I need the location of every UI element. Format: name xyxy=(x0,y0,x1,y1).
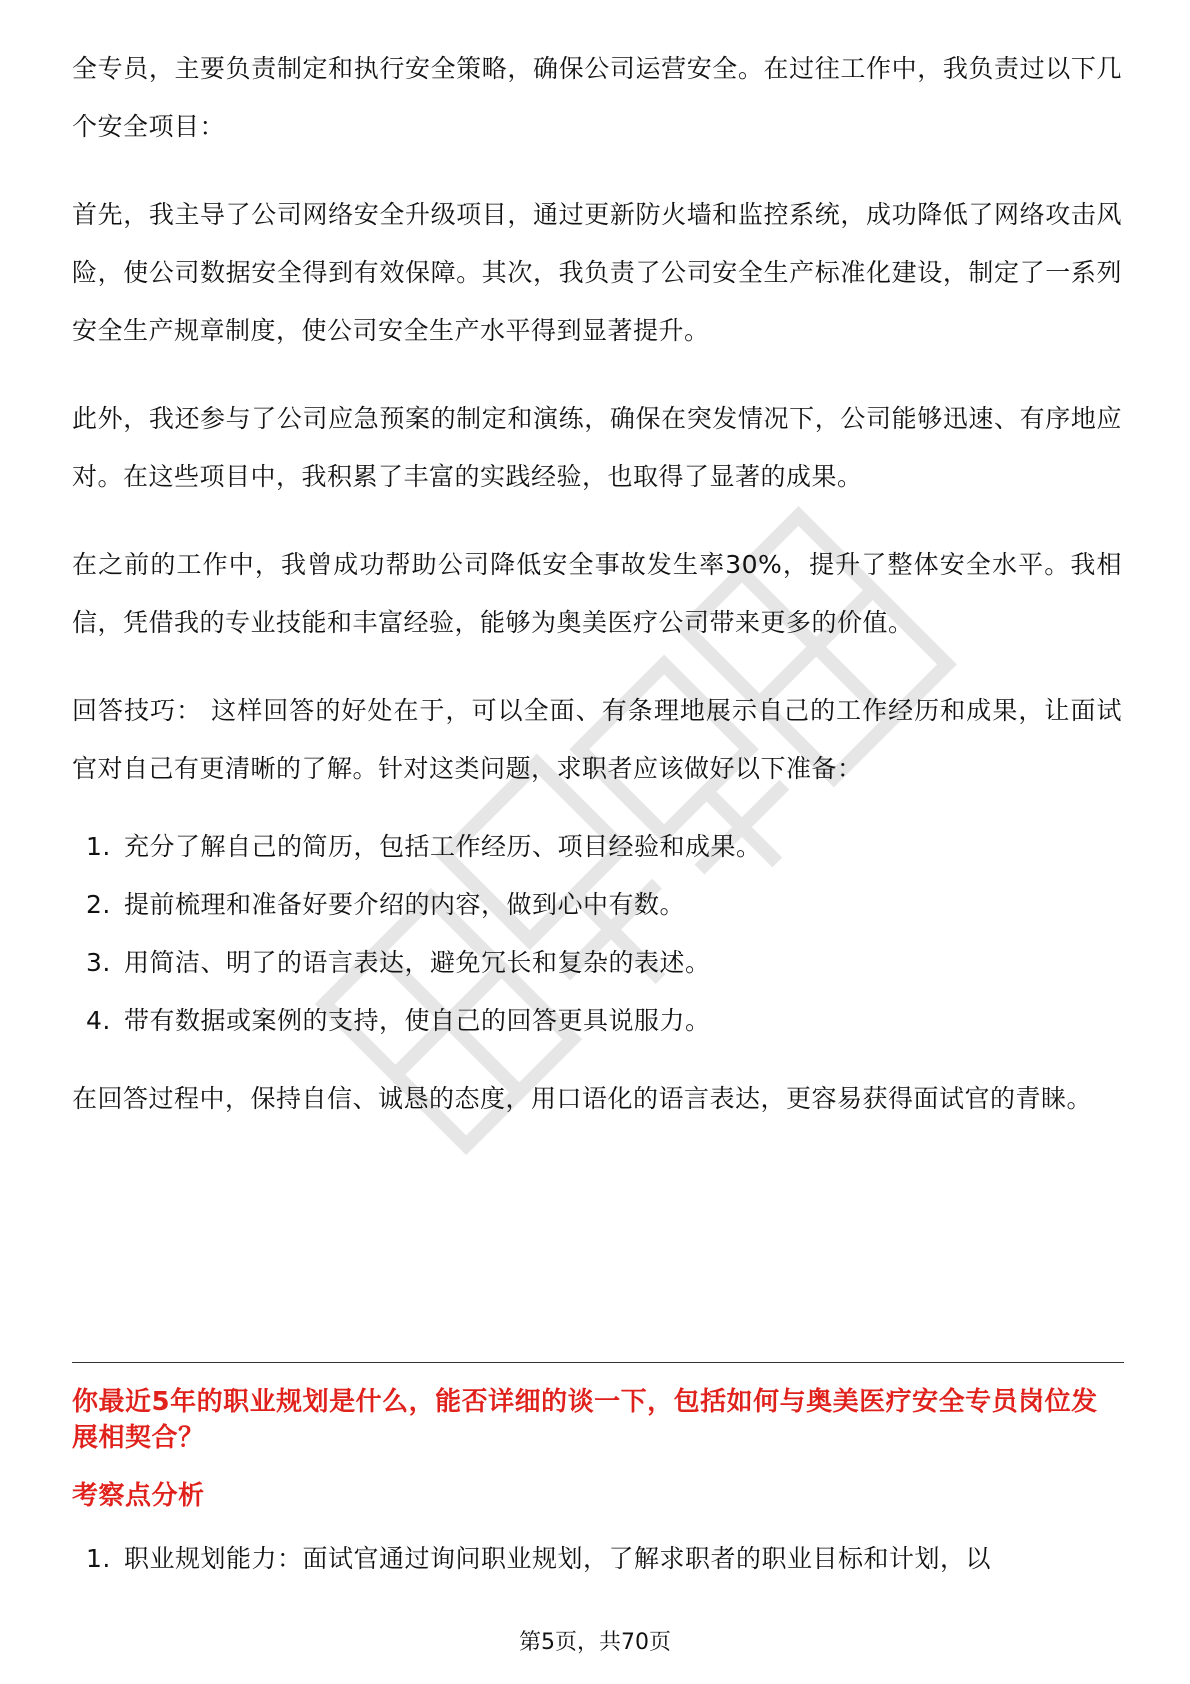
main-content xyxy=(72,40,1122,1128)
paragraph-achievement: 在之前的工作中，我曾成功帮助公司降低安全事故发生率30%，提升了整体安全水平。我相信，凭借我的专业技能和丰富经验，能够为奥美医疗公司带来更多的价值。 xyxy=(72,550,1122,637)
tips-list xyxy=(72,818,1122,1050)
list-number: 1. xyxy=(86,1544,111,1573)
list-number: 2. xyxy=(86,890,111,919)
list-number: 3. xyxy=(86,948,111,977)
analysis-heading: 考察点分析 xyxy=(72,1481,205,1511)
list-number: 1. xyxy=(86,832,111,861)
list-item xyxy=(72,818,1122,876)
paragraph-projects: 首先，我主导了公司网络安全升级项目，通过更新防火墙和监控系统，成功降低了网络攻击风险，使公司数据安全得到有效保障。其次，我负责了公司安全生产标准化建设，制定了一系列安全生产规章制度，使公司安全生产水平得到显著提升。 xyxy=(72,200,1122,345)
question-heading: 你最近5年的职业规划是什么，能否详细的谈一下，包括如何与奥美医疗安全专员岗位发展相契合？ xyxy=(72,1387,1098,1453)
list-text: 带有数据或案例的支持，使自己的回答更具说服力。 xyxy=(124,1006,711,1035)
list-text: 提前梳理和准备好要介绍的内容，做到心中有数。 xyxy=(124,890,686,919)
page-number: 第5页，共70页 xyxy=(519,1630,671,1655)
section-divider xyxy=(72,1362,1124,1363)
paragraph-closing: 在回答过程中，保持自信、诚恳的态度，用口语化的语言表达，更容易获得面试官的青睐。 xyxy=(72,1084,1093,1113)
paragraph-tips-intro: 回答技巧： 这样回答的好处在于，可以全面、有条理地展示自己的工作经历和成果，让面试官对自己有更清晰的了解。针对这类问题，求职者应该做好以下准备： xyxy=(72,696,1122,783)
paragraph-intro: 全专员，主要负责制定和执行安全策略，确保公司运营安全。在过往工作中，我负责过以下几个安全项目： xyxy=(72,54,1122,141)
list-number: 4. xyxy=(86,1006,111,1035)
analysis-list xyxy=(72,1530,1122,1588)
paragraph-emergency: 此外，我还参与了公司应急预案的制定和演练，确保在突发情况下，公司能够迅速、有序地应对。在这些项目中，我积累了丰富的实践经验，也取得了显著的成果。 xyxy=(72,404,1122,491)
analysis-list-container xyxy=(72,1530,1122,1588)
list-text: 职业规划能力：面试官通过询问职业规划，了解求职者的职业目标和计划，以 xyxy=(124,1544,992,1573)
list-item xyxy=(72,992,1122,1050)
list-text: 用简洁、明了的语言表达，避免冗长和复杂的表述。 xyxy=(124,948,711,977)
list-item xyxy=(72,1530,1122,1588)
list-item xyxy=(72,876,1122,934)
list-text: 充分了解自己的简历，包括工作经历、项目经验和成果。 xyxy=(124,832,762,861)
list-item xyxy=(72,934,1122,992)
